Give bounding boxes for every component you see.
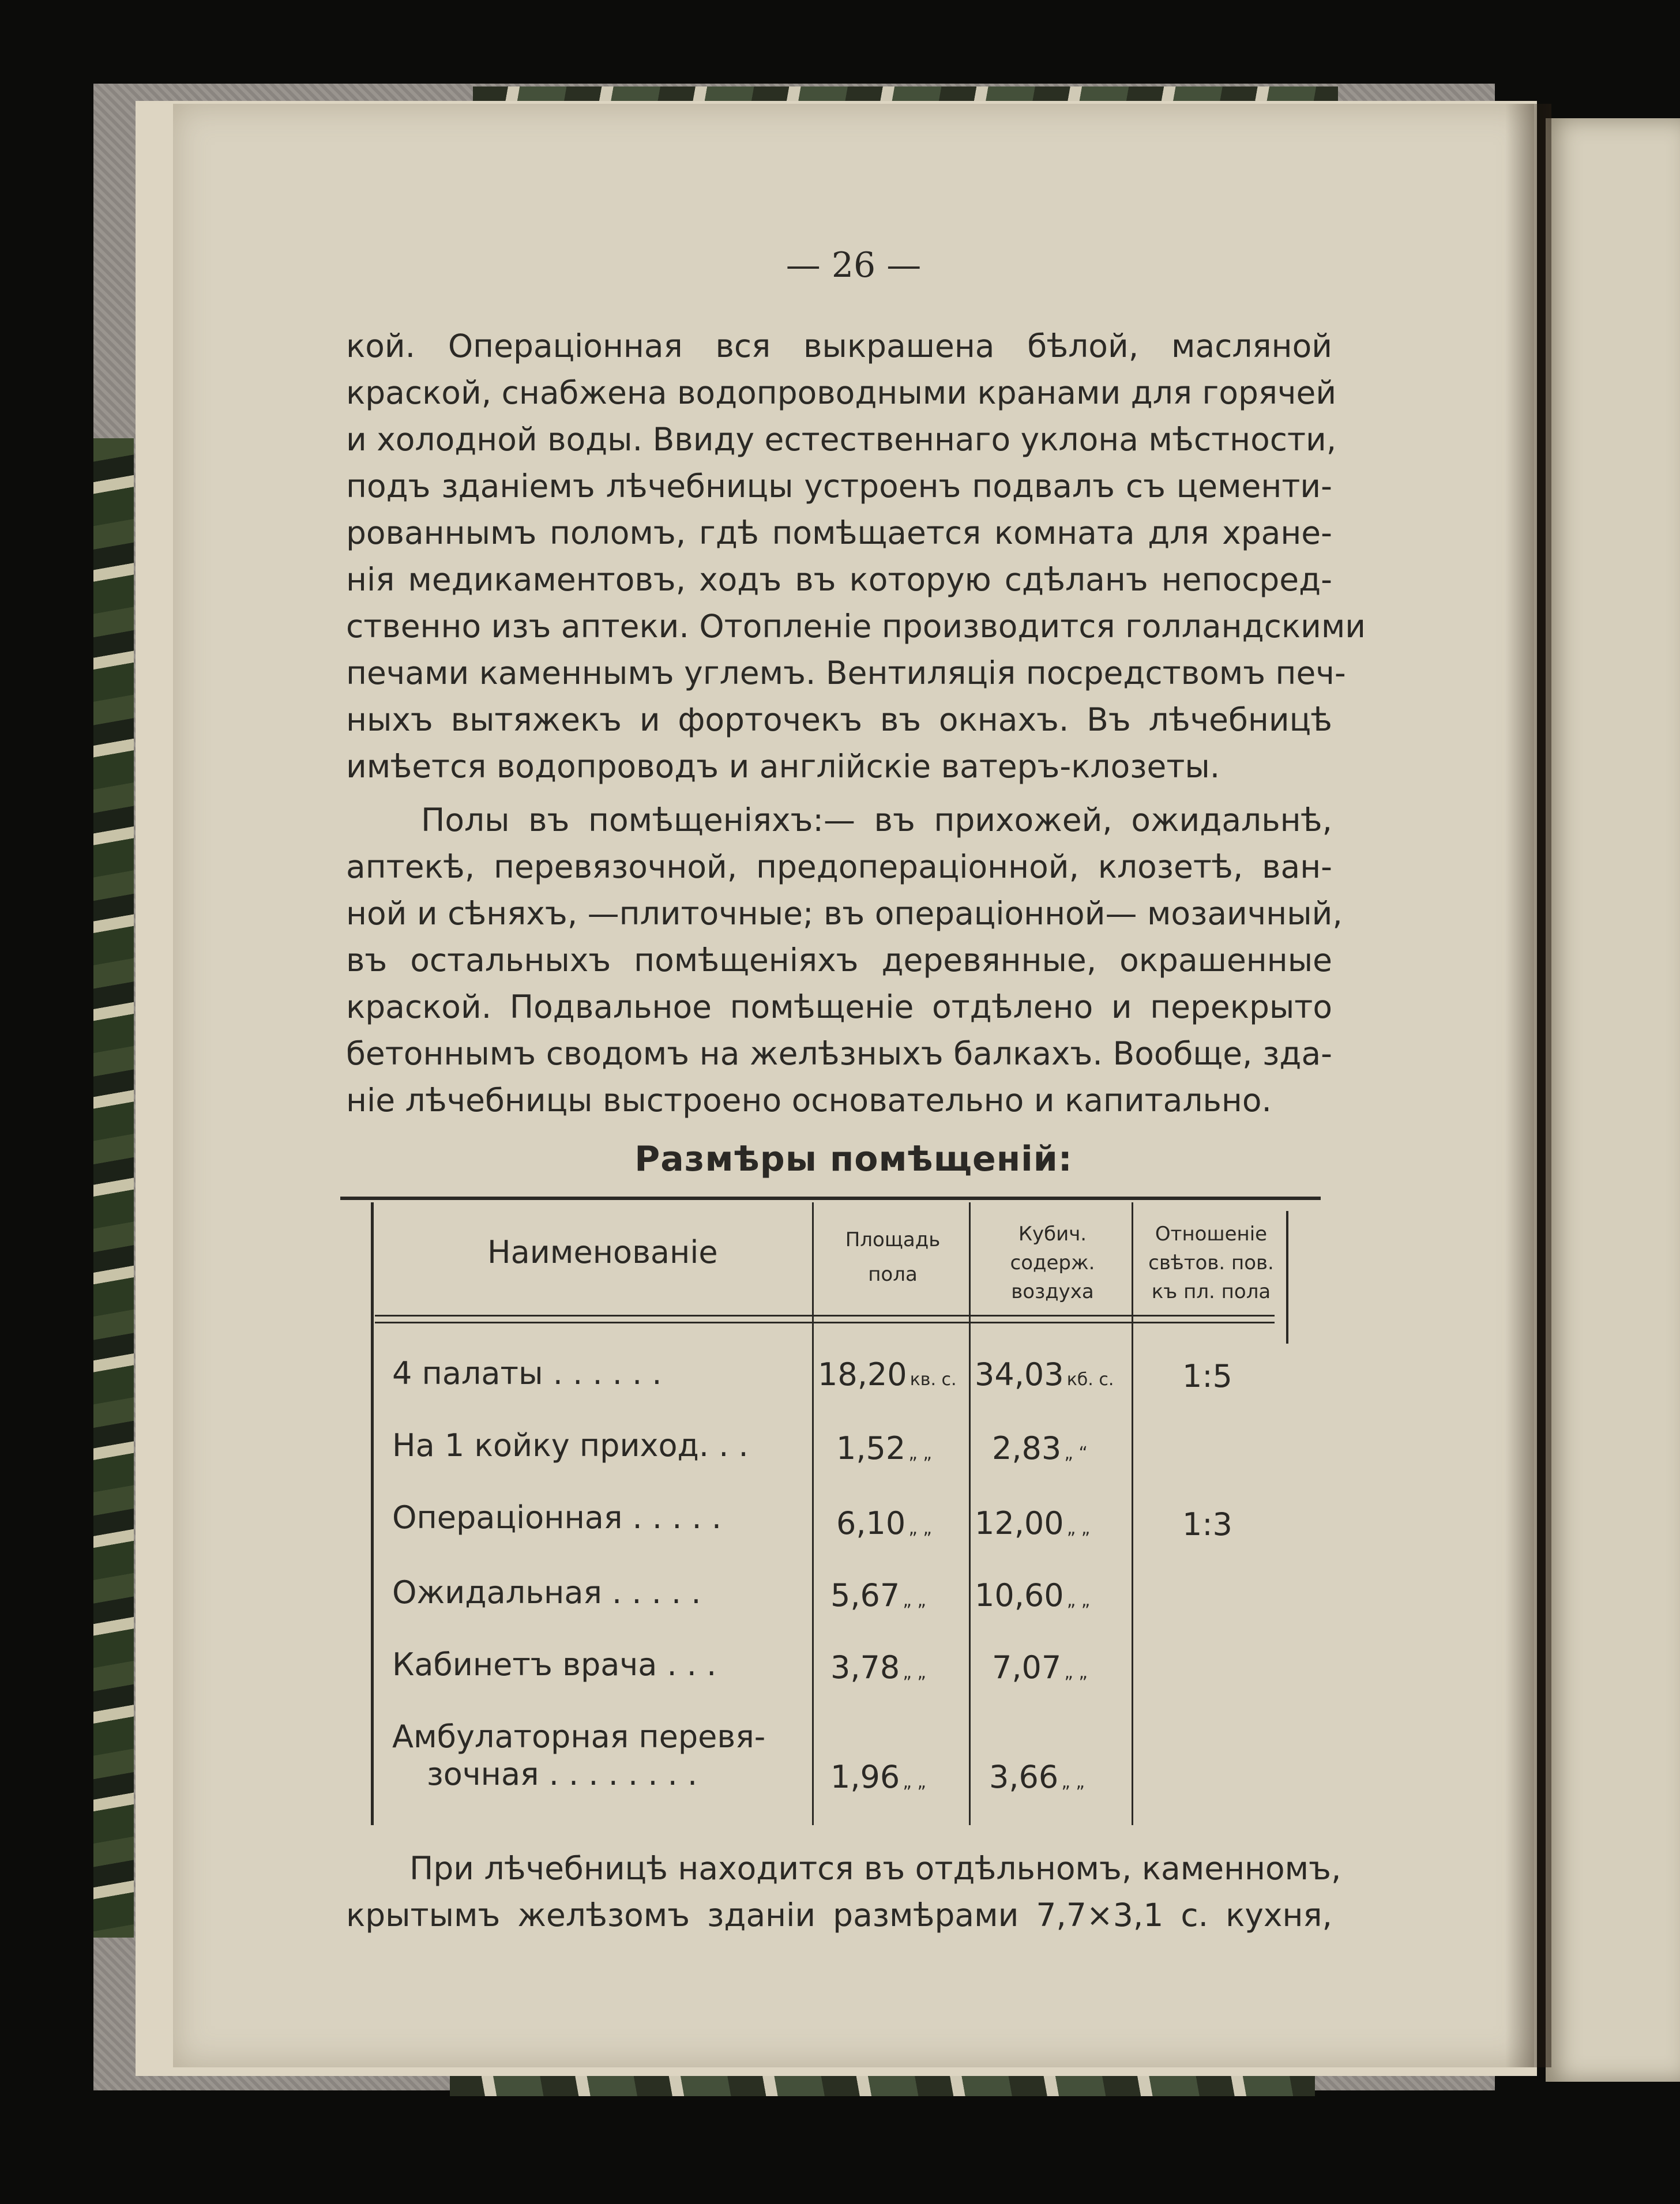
text-line: краской, снабжена водопроводными кранами для горячей <box>346 374 1337 411</box>
text-line: ственно изъ аптеки. Отопленіе производится голландскими <box>346 608 1366 645</box>
area-value: 1,96 <box>830 1759 900 1795</box>
paragraph-3 <box>346 1845 1341 1939</box>
table-column-rule <box>1132 1202 1133 1825</box>
ratio-value: 1:5 <box>1182 1358 1232 1394</box>
header-line: пола <box>868 1263 918 1286</box>
facing-page <box>1546 118 1680 2082</box>
text-line: ніе лѣчебницы выстроено основательно и капитально. <box>346 1082 1272 1119</box>
volume-cell <box>992 1649 1088 1686</box>
text-line: крытымъ желѣзомъ зданіи размѣрами 7,7×3,1 с. кухня, <box>346 1897 1332 1934</box>
column-header-name: Наименованіе <box>487 1234 718 1270</box>
page-gutter <box>1505 104 1551 2067</box>
row-name: Кабинетъ врача . . . <box>392 1646 717 1683</box>
area-value: 6,10 <box>836 1505 906 1541</box>
text-line: рованнымъ поломъ, гдѣ помѣщается комната для хране- <box>346 514 1332 551</box>
area-value: 5,67 <box>830 1577 900 1613</box>
text-line: нія медикаментовъ, ходъ въ которую сдѣланъ непосред- <box>346 561 1332 598</box>
area-cell <box>830 1649 926 1686</box>
column-header-ratio <box>1136 1220 1286 1306</box>
volume-cell <box>975 1356 1114 1393</box>
volume-cell <box>989 1759 1085 1795</box>
area-unit: кв. с. <box>909 1370 957 1390</box>
header-line: воздуха <box>1011 1280 1094 1303</box>
paragraph-1 <box>346 323 1366 790</box>
text-line: и холодной воды. Ввиду естественнаго уклона мѣстности, <box>346 421 1337 458</box>
volume-value: 7,07 <box>992 1649 1062 1686</box>
ratio-value: 1:3 <box>1182 1506 1232 1543</box>
header-line: содерж. <box>1010 1251 1095 1274</box>
text-line: ной и сѣняхъ, —плиточные; въ операціонной— мозаичный, <box>346 895 1343 932</box>
area-value: 18,20 <box>818 1356 907 1393</box>
header-line: Кубич. <box>1018 1223 1087 1246</box>
volume-unit: „ „ <box>1061 1772 1085 1792</box>
row-name: Операціонная . . . . . <box>392 1499 722 1536</box>
text-line: Полы въ помѣщеніяхъ:— въ прихожей, ожидальнѣ, <box>421 802 1332 838</box>
text-line: печами каменнымъ углемъ. Вентиляція посредствомъ печ- <box>346 655 1346 691</box>
area-unit: „ „ <box>908 1518 932 1539</box>
volume-unit: „ “ <box>1064 1443 1088 1464</box>
volume-value: 12,00 <box>975 1505 1064 1541</box>
area-cell <box>830 1759 926 1795</box>
volume-value: 3,66 <box>989 1759 1059 1795</box>
table-title: Размѣры помѣщеній: <box>634 1139 1073 1179</box>
volume-unit: кб. с. <box>1066 1370 1114 1390</box>
area-cell <box>830 1577 926 1613</box>
table-column-rule <box>812 1202 814 1825</box>
text-line: ныхъ вытяжекъ и форточекъ въ окнахъ. Въ лѣчебницѣ <box>346 701 1332 738</box>
header-line: Площадь <box>845 1228 941 1251</box>
text-line: имѣется водопроводъ и англійскіе ватеръ-клозеты. <box>346 748 1220 785</box>
column-header-volume <box>975 1220 1130 1306</box>
header-line: къ пл. пола <box>1151 1280 1271 1303</box>
volume-value: 2,83 <box>992 1430 1062 1466</box>
table-column-rule <box>969 1202 971 1825</box>
volume-value: 10,60 <box>975 1577 1064 1613</box>
row-name: На 1 койку приход. . . <box>392 1427 749 1464</box>
area-unit: „ „ <box>903 1590 926 1611</box>
text-line: краской. Подвальное помѣщеніе отдѣлено и перекрыто <box>346 988 1332 1025</box>
volume-cell <box>992 1430 1088 1466</box>
volume-unit: „ „ <box>1066 1590 1091 1611</box>
volume-value: 34,03 <box>975 1356 1064 1393</box>
table-left-border <box>371 1202 374 1825</box>
header-line: Отношеніе <box>1155 1223 1268 1246</box>
table-header-rule <box>375 1322 1275 1323</box>
text-line: подъ зданіемъ лѣчебницы устроенъ подвалъ съ цементи- <box>346 468 1332 505</box>
volume-cell <box>975 1577 1090 1613</box>
text-line: кой. Операціонная вся выкрашена бѣлой, масляной <box>346 328 1332 364</box>
paragraph-2 <box>346 797 1343 1124</box>
area-unit: „ „ <box>903 1772 926 1792</box>
area-value: 1,52 <box>836 1430 906 1466</box>
row-name: Амбулаторная перевя- <box>392 1718 766 1755</box>
area-unit: „ „ <box>908 1443 932 1464</box>
column-header-area <box>818 1225 968 1289</box>
table-right-border <box>1286 1211 1288 1344</box>
marbled-cover-edge <box>93 438 134 1938</box>
area-cell <box>818 1356 957 1393</box>
volume-cell <box>975 1505 1090 1541</box>
text-line: аптекѣ, перевязочной, предоперaціонной, клозетѣ, ван- <box>346 848 1332 885</box>
row-name-continued: зочная . . . . . . . . <box>427 1756 698 1792</box>
table-header-rule <box>375 1315 1275 1317</box>
text-line: При лѣчебницѣ находится въ отдѣльномъ, каменномъ, <box>409 1850 1341 1887</box>
page-number: — 26 — <box>785 245 922 285</box>
row-name: Ожидальная . . . . . <box>392 1574 701 1611</box>
area-cell <box>836 1505 932 1541</box>
area-unit: „ „ <box>903 1663 926 1683</box>
header-line: свѣтов. пов. <box>1148 1251 1274 1274</box>
area-cell <box>836 1430 932 1466</box>
area-value: 3,78 <box>830 1649 900 1686</box>
text-line: бетоннымъ сводомъ на желѣзныхъ балкахъ. Вообще, зда- <box>346 1035 1332 1072</box>
volume-unit: „ „ <box>1064 1663 1088 1683</box>
text-line: въ остальныхъ помѣщеніяхъ деревянные, окрашенные <box>346 942 1332 979</box>
volume-unit: „ „ <box>1066 1518 1091 1539</box>
table-top-rule <box>340 1197 1321 1200</box>
row-name: 4 палаты . . . . . . <box>392 1355 662 1391</box>
